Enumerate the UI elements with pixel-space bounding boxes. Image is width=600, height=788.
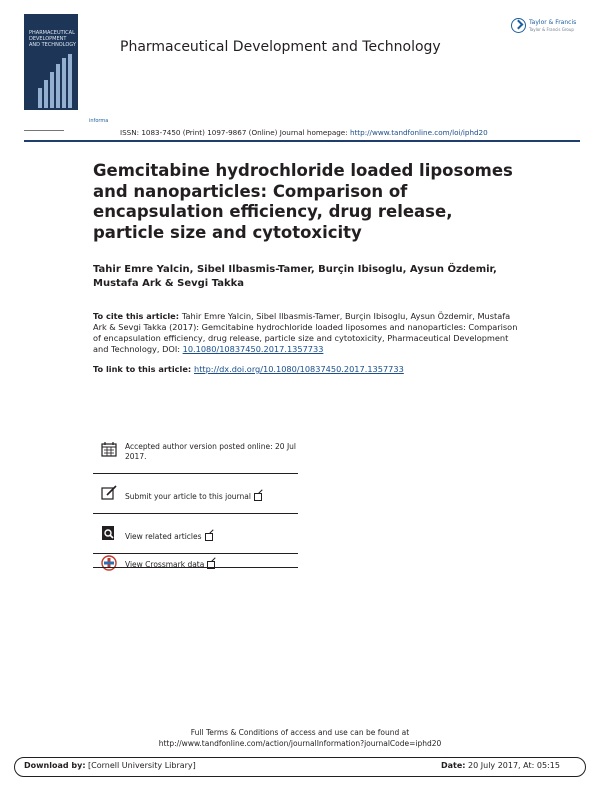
submit-article-link[interactable]: Submit your article to this journal (125, 492, 262, 502)
cover-divider (24, 130, 64, 131)
publisher-logo-icon (511, 18, 526, 33)
downloaded-by (24, 761, 196, 770)
publisher-logo-subtext: Taylor & Francis Group (529, 26, 574, 32)
download-date-label: Date: (441, 761, 466, 770)
accepted-version-row (93, 433, 298, 474)
terms-line-1: Full Terms & Conditions of access and use can be found at (190, 728, 410, 737)
issn-text: ISSN: 1083-7450 (Print) 1097-9867 (Online) Journal homepage: (120, 128, 350, 137)
external-link-icon (254, 493, 262, 501)
terms-link[interactable]: http://www.tandfonline.com/action/journalInformation?journalCode=iphd20 (158, 739, 442, 748)
calendar-icon (101, 441, 117, 457)
journal-cover-image (24, 14, 78, 110)
citation-doi-link[interactable]: 10.1080/10837450.2017.1357733 (182, 344, 324, 354)
link-label: To link to this article: (93, 364, 194, 374)
cover-graphic (38, 54, 76, 108)
download-date (441, 761, 560, 770)
header-divider (24, 140, 580, 142)
edit-icon (101, 485, 117, 501)
submit-article-row[interactable] (93, 473, 298, 514)
publisher-logo-text: Taylor & Francis (529, 18, 577, 26)
accepted-version-text: Accepted author version posted online: 20 Jul 2017. (125, 442, 296, 461)
publisher-logo[interactable] (511, 18, 576, 33)
citation-text: Tahir Emre Yalcin, Sibel Ilbasmis-Tamer, Burçin Ibisoglu, Aysun Özdemir, Mustafa Ark & Sevgi Takka (2017): Gemcitabine hydrochloride loaded liposomes and nanoparticles: Comparison of encapsulation efficiency, drug release, particle size and cytotoxicity, Pharmaceutical Development and Technology, DOI: (93, 311, 518, 354)
publisher-small-logo: informa (89, 118, 109, 124)
downloaded-by-value: [Cornell University Library] (85, 761, 196, 770)
cover-title: PHARMACEUTICAL DEVELOPMENT AND TECHNOLOGY (29, 30, 76, 48)
issn-line (120, 128, 488, 137)
article-doi-link[interactable]: http://dx.doi.org/10.1080/10837450.2017.1357733 (194, 364, 404, 374)
terms-notice (0, 727, 600, 749)
external-link-icon (205, 533, 213, 541)
journal-homepage-link[interactable]: http://www.tandfonline.com/loi/iphd20 (349, 128, 488, 137)
related-articles-row[interactable] (93, 513, 298, 554)
search-document-icon (101, 525, 117, 541)
download-date-value: 20 July 2017, At: 05:15 (465, 761, 560, 770)
article-link-row (93, 364, 404, 374)
related-articles-link[interactable]: View related articles (125, 532, 213, 542)
crossmark-divider (93, 553, 298, 568)
downloaded-by-label: Download by: (24, 761, 86, 770)
journal-name[interactable]: Pharmaceutical Development and Technology (120, 39, 441, 55)
citation-label: To cite this article: (93, 311, 182, 321)
crossmark-link[interactable]: View Crossmark data (125, 560, 215, 570)
citation-block (93, 311, 523, 355)
article-authors: Tahir Emre Yalcin, Sibel Ilbasmis-Tamer, Burçin Ibisoglu, Aysun Özdemir, Mustafa Ark & Sevgi Takka (93, 264, 497, 289)
article-title: Gemcitabine hydrochloride loaded liposomes and nanoparticles: Comparison of encapsulation efficiency, drug release, particle size and cytotoxicity (93, 161, 513, 242)
